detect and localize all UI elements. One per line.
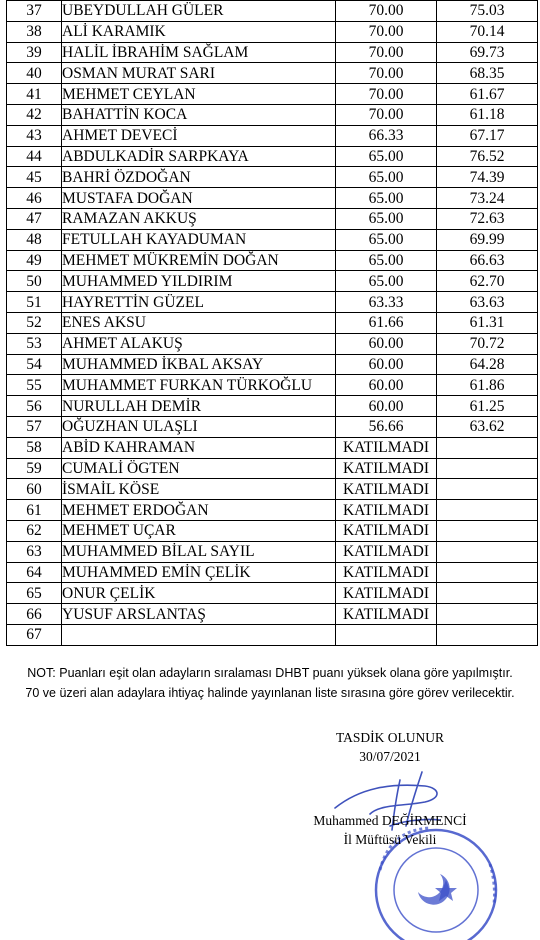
- row-number: 39: [7, 42, 62, 63]
- candidate-name: OSMAN MURAT SARI: [62, 63, 336, 84]
- row-number: 66: [7, 604, 62, 625]
- table-row: [7, 479, 538, 500]
- candidate-name: OĞUZHAN ULAŞLI: [62, 416, 336, 437]
- score-2: 69.73: [437, 42, 538, 63]
- table-row: [7, 312, 538, 333]
- table-row: [7, 1, 538, 22]
- signatory-title: İl Müftüsü Vekili: [343, 832, 437, 847]
- score-2: [437, 562, 538, 583]
- candidate-name: ALİ KARAMIK: [62, 21, 336, 42]
- row-number: 65: [7, 583, 62, 604]
- row-number: 44: [7, 146, 62, 167]
- table-row: [7, 624, 538, 645]
- row-number: 41: [7, 84, 62, 105]
- table-row: [7, 562, 538, 583]
- candidate-name: MEHMET MÜKREMİN DOĞAN: [62, 250, 336, 271]
- table-row: [7, 604, 538, 625]
- row-number: 54: [7, 354, 62, 375]
- candidate-name: MUSTAFA DOĞAN: [62, 188, 336, 209]
- table-row: [7, 104, 538, 125]
- candidate-name: MEHMET ERDOĞAN: [62, 500, 336, 521]
- table-row: [7, 42, 538, 63]
- table-row: [7, 333, 538, 354]
- score-2: 66.63: [437, 250, 538, 271]
- score-1: [336, 624, 437, 645]
- row-number: 38: [7, 21, 62, 42]
- score-2: 63.63: [437, 292, 538, 313]
- score-2: 63.62: [437, 416, 538, 437]
- candidate-name: MUHAMMED YILDIRIM: [62, 271, 336, 292]
- row-number: 45: [7, 167, 62, 188]
- score-2: [437, 624, 538, 645]
- score-2: 72.63: [437, 208, 538, 229]
- table-row: [7, 583, 538, 604]
- score-1: KATILMADI: [336, 437, 437, 458]
- candidate-name: MEHMET CEYLAN: [62, 84, 336, 105]
- score-2: 68.35: [437, 63, 538, 84]
- candidate-name: AHMET ALAKUŞ: [62, 333, 336, 354]
- score-2: 73.24: [437, 188, 538, 209]
- score-1: 65.00: [336, 208, 437, 229]
- table-row: [7, 21, 538, 42]
- candidate-name: HAYRETTİN GÜZEL: [62, 292, 336, 313]
- score-1: 60.00: [336, 396, 437, 417]
- score-1: 60.00: [336, 375, 437, 396]
- row-number: 42: [7, 104, 62, 125]
- score-2: 61.18: [437, 104, 538, 125]
- candidate-name: [62, 624, 336, 645]
- approval-block: [300, 728, 480, 766]
- row-number: 51: [7, 292, 62, 313]
- table-row: [7, 63, 538, 84]
- score-1: KATILMADI: [336, 500, 437, 521]
- score-2: 61.25: [437, 396, 538, 417]
- candidate-name: CUMALİ ÖGTEN: [62, 458, 336, 479]
- score-1: 70.00: [336, 42, 437, 63]
- signatory-name: Muhammed DEĞİRMENCİ: [313, 813, 467, 828]
- results-table-body: [7, 1, 538, 646]
- row-number: 47: [7, 208, 62, 229]
- score-2: 61.31: [437, 312, 538, 333]
- score-1: KATILMADI: [336, 604, 437, 625]
- score-1: KATILMADI: [336, 520, 437, 541]
- row-number: 52: [7, 312, 62, 333]
- score-2: [437, 479, 538, 500]
- signatory-block: [300, 811, 480, 849]
- note-line-1: NOT: Puanları eşit olan adayların sıralaması DHBT puanı yüksek olana göre yapılmıştır.: [27, 666, 513, 680]
- candidate-name: BAHATTİN KOCA: [62, 104, 336, 125]
- row-number: 57: [7, 416, 62, 437]
- score-1: KATILMADI: [336, 562, 437, 583]
- row-number: 46: [7, 188, 62, 209]
- score-1: 70.00: [336, 104, 437, 125]
- candidate-name: RAMAZAN AKKUŞ: [62, 208, 336, 229]
- score-1: KATILMADI: [336, 541, 437, 562]
- candidate-name: ENES AKSU: [62, 312, 336, 333]
- score-2: 69.99: [437, 229, 538, 250]
- score-2: [437, 583, 538, 604]
- table-row: [7, 500, 538, 521]
- table-row: [7, 458, 538, 479]
- approval-label: TASDİK OLUNUR: [335, 730, 445, 745]
- row-number: 53: [7, 333, 62, 354]
- candidate-name: UBEYDULLAH GÜLER: [62, 1, 336, 22]
- score-1: 60.00: [336, 333, 437, 354]
- score-2: 70.72: [437, 333, 538, 354]
- candidate-name: MUHAMMET FURKAN TÜRKOĞLU: [62, 375, 336, 396]
- score-2: 62.70: [437, 271, 538, 292]
- score-1: KATILMADI: [336, 479, 437, 500]
- candidate-name: BAHRİ ÖZDOĞAN: [62, 167, 336, 188]
- score-2: [437, 500, 538, 521]
- score-2: 61.86: [437, 375, 538, 396]
- row-number: 63: [7, 541, 62, 562]
- score-1: 70.00: [336, 63, 437, 84]
- score-2: 76.52: [437, 146, 538, 167]
- score-2: [437, 520, 538, 541]
- score-1: 65.00: [336, 146, 437, 167]
- score-1: KATILMADI: [336, 458, 437, 479]
- candidate-name: MEHMET UÇAR: [62, 520, 336, 541]
- table-row: [7, 84, 538, 105]
- table-row: [7, 437, 538, 458]
- table-row: [7, 375, 538, 396]
- table-row: [7, 271, 538, 292]
- table-row: [7, 229, 538, 250]
- row-number: 64: [7, 562, 62, 583]
- table-row: [7, 541, 538, 562]
- row-number: 61: [7, 500, 62, 521]
- score-1: KATILMADI: [336, 583, 437, 604]
- score-2: 70.14: [437, 21, 538, 42]
- row-number: 58: [7, 437, 62, 458]
- score-2: [437, 541, 538, 562]
- candidate-name: ABDULKADİR SARPKAYA: [62, 146, 336, 167]
- table-row: [7, 520, 538, 541]
- table-row: [7, 354, 538, 375]
- row-number: 40: [7, 63, 62, 84]
- table-row: [7, 167, 538, 188]
- candidate-name: MUHAMMED BİLAL SAYIL: [62, 541, 336, 562]
- candidate-name: ONUR ÇELİK: [62, 583, 336, 604]
- score-2: 74.39: [437, 167, 538, 188]
- row-number: 60: [7, 479, 62, 500]
- score-1: 60.00: [336, 354, 437, 375]
- table-row: [7, 146, 538, 167]
- candidate-name: YUSUF ARSLANTAŞ: [62, 604, 336, 625]
- row-number: 59: [7, 458, 62, 479]
- score-2: 64.28: [437, 354, 538, 375]
- score-1: 70.00: [336, 1, 437, 22]
- candidate-name: MUHAMMED İKBAL AKSAY: [62, 354, 336, 375]
- note-line-2: 70 ve üzeri alan adaylara ihtiyaç halinde yayınlanan liste sırasına göre görev verilecektir.: [25, 686, 515, 700]
- score-2: [437, 437, 538, 458]
- score-1: 63.33: [336, 292, 437, 313]
- score-2: [437, 604, 538, 625]
- score-1: 65.00: [336, 229, 437, 250]
- score-2: [437, 458, 538, 479]
- row-number: 48: [7, 229, 62, 250]
- row-number: 56: [7, 396, 62, 417]
- score-1: 61.66: [336, 312, 437, 333]
- score-1: 65.00: [336, 188, 437, 209]
- results-table: [6, 0, 538, 646]
- row-number: 43: [7, 125, 62, 146]
- table-row: [7, 396, 538, 417]
- candidate-name: ABİD KAHRAMAN: [62, 437, 336, 458]
- candidate-name: HALİL İBRAHİM SAĞLAM: [62, 42, 336, 63]
- candidate-name: FETULLAH KAYADUMAN: [62, 229, 336, 250]
- row-number: 49: [7, 250, 62, 271]
- table-row: [7, 416, 538, 437]
- score-2: 67.17: [437, 125, 538, 146]
- score-1: 70.00: [336, 84, 437, 105]
- notes: [0, 663, 540, 703]
- score-2: 61.67: [437, 84, 538, 105]
- row-number: 67: [7, 624, 62, 645]
- candidate-name: İSMAİL KÖSE: [62, 479, 336, 500]
- score-1: 56.66: [336, 416, 437, 437]
- candidate-name: MUHAMMED EMİN ÇELİK: [62, 562, 336, 583]
- score-1: 66.33: [336, 125, 437, 146]
- table-row: [7, 125, 538, 146]
- table-row: [7, 292, 538, 313]
- row-number: 37: [7, 1, 62, 22]
- score-1: 70.00: [336, 21, 437, 42]
- score-1: 65.00: [336, 271, 437, 292]
- score-2: 75.03: [437, 1, 538, 22]
- row-number: 62: [7, 520, 62, 541]
- table-row: [7, 188, 538, 209]
- table-row: [7, 250, 538, 271]
- row-number: 50: [7, 271, 62, 292]
- table-row: [7, 208, 538, 229]
- row-number: 55: [7, 375, 62, 396]
- candidate-name: NURULLAH DEMİR: [62, 396, 336, 417]
- score-1: 65.00: [336, 250, 437, 271]
- score-1: 65.00: [336, 167, 437, 188]
- candidate-name: AHMET DEVECİ: [62, 125, 336, 146]
- approval-date: 30/07/2021: [359, 749, 421, 764]
